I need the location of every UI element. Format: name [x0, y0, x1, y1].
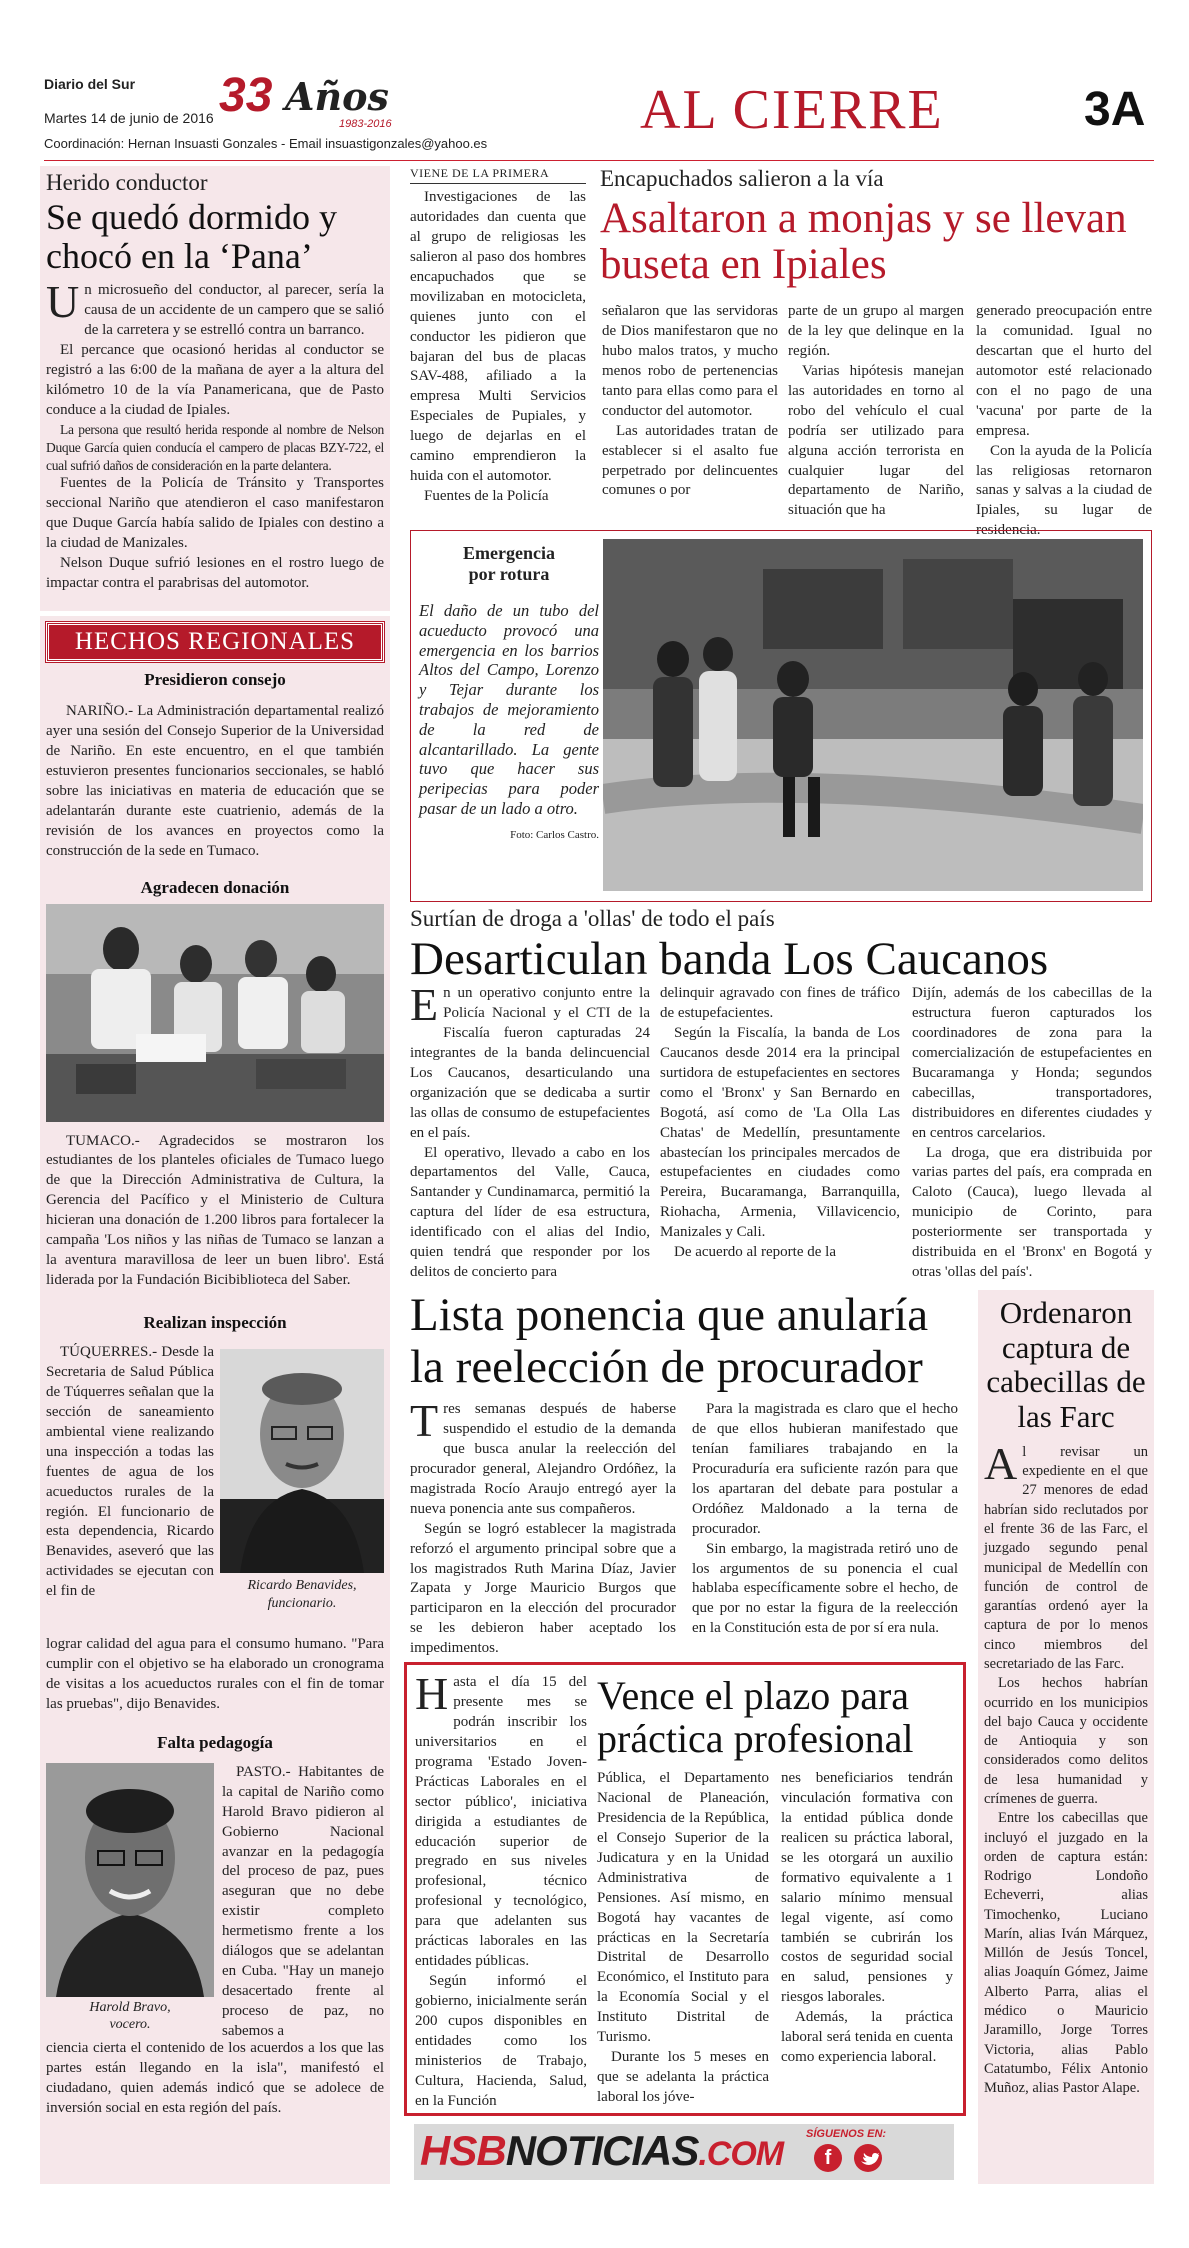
twitter-icon[interactable]: [854, 2144, 882, 2172]
twitter-bird: [854, 2144, 882, 2172]
harold-caption-name: Harold Bravo,: [89, 1999, 171, 2015]
caucanos-col-1: [410, 979, 650, 1283]
coordination-line: Coordinación: Hernan Insuasti Gonzales - Email insuastigonzales@yahoo.es: [44, 136, 488, 151]
herido-dropcap: U: [46, 276, 80, 328]
issue-date: Martes 14 de junio de 2016: [44, 110, 214, 126]
street-photo-graphic: [603, 539, 1143, 891]
caucanos-col-2: [660, 984, 900, 1263]
procurador-c1-text: res semanas después de haberse suspendido el estudio de la demanda que busca anular la reelección del procurador general, Alejandro Ordóñez, la magistrada Rocío Araujo entregó ayer la nueva ponencia ante sus compañeros.: [410, 1401, 676, 1517]
anniversary-years: 1983-2016: [339, 118, 392, 130]
farc-dropcap: A: [984, 1437, 1018, 1489]
herido-p1-text: n microsueño del conductor, al parecer, sería la causa de un accidente de un campero que se salió de la carretera y se estrelló contra un barranco.: [84, 282, 384, 338]
practica-dropcap: H: [415, 1668, 449, 1719]
inspeccion-text-cont: lograr calidad del agua para el consumo humano. "Para cumplir con el objetivo se ha elaborado un cronograma de visitas a los acueductos rurales con el fin de tomar las pruebas", dijo Benavides.: [46, 1636, 384, 1712]
hsb-brand-2: NOTICIAS: [505, 2127, 699, 2174]
farc-c1-text: l revisar un expediente en el que 27 menores de edad habrían sido reclutados por el frente 36 de las Farc, el juzgado segundo penal municipal de Medellín con función de control de garantías ordenó ayer la captura de por lo menos cinco miembros del secretariado de las Farc.: [984, 1443, 1148, 1672]
anniversary-logo: [219, 69, 459, 130]
portrait-graphic-2: [46, 1763, 214, 1997]
practica-c1b: Según informó el gobierno, inicialmente serán 200 cupos disponibles en entidades como los ministerios de Trabajo, Cultura, Hacienda, Salud, en la Función: [415, 1973, 587, 2109]
hsb-brand-1: HSB: [420, 2127, 506, 2174]
monjas-c2: parte de un grupo al margen de la ley que delinque en la región.: [788, 303, 964, 359]
caucanos-c2: delinquir agravado con fines de tráfico de estupefacientes.: [660, 985, 900, 1021]
practica-headline: Vence el plazo para práctica profesional: [597, 1673, 914, 1761]
herido-headline: Se quedó dormido y chocó en la ‘Pana’: [46, 197, 337, 276]
practica-box: [404, 1662, 966, 2116]
donacion-title: Agradecen donación: [140, 877, 290, 897]
practica-col-1: [415, 1668, 587, 2112]
procurador-c2: Para la magistrada es claro que el hecho de que ellos hubieran manifestado que tenían familiares trabajando en la Procuraduría era suficiente razón para que los apartaran del debate para postular a Ordóñez Maldonado a la terna de procurador.: [692, 1401, 958, 1537]
viene-de-la-primera: VIENE DE LA PRIMERA: [410, 166, 586, 184]
emergencia-text-block: [419, 543, 599, 841]
practica-col-3: [781, 1769, 953, 2068]
inspeccion-text: TÚQUERRES.- Desde la Secretaria de Salud Pública de Túquerres señalan que la sección de saneamiento ambiental viene realizando una inspección a todas las fuentes de agua de los acueductos rurales de la región. El funcionario de esta dependencia, Ricardo Benavides, aseveró que las actividades se ejecutan con el fin de: [46, 1344, 214, 1600]
hsb-noticias-banner[interactable]: [414, 2124, 954, 2180]
emergencia-title-2: por rotura: [468, 564, 550, 584]
pedagogia-text-cont: ciencia cierta el contenido de los acuerdos a los que las partes están llegando en la isla", manifestó el ciudadano, quien además indicó que se adolece de inversión social en esta región del país.: [46, 2039, 384, 2116]
monjas-c2b: Varias hipótesis manejan las autoridades en torno al robo del vehículo el cual podría ser utilizado para alguna acción terrorista en cualquier lugar del departamento de Nariño, situación que ha: [788, 362, 964, 519]
caucanos-c1-text: n un operativo conjunto entre la Policía Nacional y el CTI de la Fiscalía fueron capturadas 24 integrantes de la banda delincuencial Los Caucanos, desarticulando una organización que se dedicaba a surtir las ollas de consumo de estupefacientes en el país.: [410, 985, 650, 1141]
masthead: [44, 69, 1154, 162]
students-photo-graphic: [46, 904, 384, 1122]
procurador-col-2: [692, 1400, 958, 1639]
emergencia-credit: Foto: Carlos Castro.: [510, 828, 599, 841]
ricardo-caption-role: funcionario.: [267, 1595, 337, 1611]
caucanos-kicker: Surtían de droga a 'ollas' de todo el país: [410, 906, 775, 931]
ricardo-caption-name: Ricardo Benavides,: [247, 1578, 357, 1593]
procurador-c1b: Según se logró establecer la magistrada reforzó el argumento principal sobre que a los magistrados Ruth Marina Díaz, Javier Zapata y Jorge Mauricio Burgos que participaron en la elección del procurador se les debieron haber aceptado los impedimentos.: [410, 1520, 676, 1657]
practica-col-2: [597, 1769, 769, 2108]
herido-p4: Fuentes de la Policía de Tránsito y Transportes seccional Nariño que atendieron el caso manifestaron que Duque García había salido de Ipiales con destino a la ciudad de Manizales.: [46, 475, 384, 552]
portrait-graphic: [220, 1349, 384, 1573]
harold-bravo-photo: [46, 1763, 214, 1997]
anniversary-number: 33: [219, 69, 273, 122]
caucanos-c1: [410, 979, 650, 1144]
caucanos-c3b: La droga, que era distribuida por varias partes del país, era comprada en Caloto (Cauca), luego llevada al municipio de Corinto, para posteriormente ser transportada y distribuida en el 'Bronx' en Bogotá y otras 'ollas del país'.: [912, 1144, 1152, 1281]
procurador-headline: Lista ponencia que anularía la reelección de procurador: [410, 1289, 929, 1393]
students-reading-photo: [46, 904, 384, 1122]
page-number: 3A: [1084, 83, 1146, 136]
donacion-text: TUMACO.- Agradecidos se mostraron los estudiantes de los planteles oficiales de Tumaco luego de que la Dirección Administrativa de Cultura, la Gerencia del Pacífico y el Ministerio de Cultura hicieran una donación de 1.200 libros para fortalecer la campaña 'Los niños y las niñas de Tumaco se lanzan a la aventura maravillosa de leer un buen libro'. Está liderada por la Fundación Bicibiblioteca del Saber.: [46, 1132, 384, 1289]
caucanos-c3: Dijín, además de los cabecillas de la estructura fueron capturados los coordinadores de zona para la comercialización de estupefacientes en Bucaramanga y Honda; segundos cabecillas, transportadores, distribuidores en diferentes ciudades y en centros carcelarios.: [912, 985, 1152, 1141]
practica-c2b: Durante los 5 meses en que se adelanta la práctica laboral los jóve-: [597, 2049, 769, 2105]
herido-p5: Nelson Duque sufrió lesiones en el rostro luego de impactar contra el parabrisas del automotor.: [46, 555, 384, 592]
pedagogia-text: PASTO.- Habitantes de la capital de Nariño como Harold Bravo pidieron al Gobierno Nacional avanzar en la pedagogía del proceso de paz, pues aseguran que no debe existir completo hermetismo frente a los diálogos que se adelantan en Cuba. "Hay un manejo desacertado frente al proceso de paz, no sabemos a: [222, 1763, 384, 2039]
practica-c3b: Además, la práctica laboral será tenida en cuenta como experiencia laboral.: [781, 2009, 953, 2066]
consejo-text: NARIÑO.- La Administración departamental realizó ayer una sesión del Consejo Superior de la Universidad de Nariño. En este encuentro, en el que también estuvieron presentes funcionarios seccionales, se habló sobre las iniciativas en materia de educación que se adelantarán durante este cuatrienio, además de la revisión de los avances en proyectos como la construcción de la sede en Tumaco.: [46, 703, 384, 859]
anniversary-word: Años: [285, 74, 389, 119]
monjas-c3: generado preocupación entre la comunidad. Igual no descartan que el hurto del automotor esté relacionado con el no pago de una 'vacuna' por parte de la empresa.: [976, 303, 1152, 439]
flooded-street-photo: [603, 539, 1143, 891]
paper-name: Diario del Sur: [44, 76, 136, 92]
practica-c1-text: asta el día 15 del presente mes se podrán inscribir los universitarios en el programa 'Estado Joven-Prácticas Laborales en el sector público', iniciativa dirigida a estudiantes de educación superior de pregrado en sus niveles profesional, técnico profesional y tecnológico, para que adelanten sus prácticas laborales en las entidades públicas.: [415, 1674, 587, 1970]
monjas-c3b: Con la ayuda de la Policía las religiosas retornaron sanas y salvas a la ciudad de Ipiales, su lugar de residencia.: [976, 442, 1152, 539]
monjas-lead-text: Investigaciones de las autoridades dan cuenta que al grupo de religiosas les salieron al paso dos hombres encapuchados que se movilizaban en motocicleta, quienes junto con el conductor les pidieron que bajaran del bus de placas SAV-488, afiliado a la empresa Multi Servicios Especiales de Pupiales, y luego de dejarlas en el camino emprendieron la huida con el automotor.: [410, 189, 586, 485]
caucanos-headline: Desarticulan banda Los Caucanos: [410, 933, 1049, 985]
monjas-lead-text-2: Fuentes de la Policía: [424, 488, 549, 505]
herido-box: [40, 166, 390, 611]
harold-caption-role: vocero.: [109, 2017, 151, 2033]
farc-c3: Entre los cabecillas que incluyó el juzgado en la orden de captura están: Rodrigo Londoño Echeverri, alias Timochenko, Luciano Marín, alias Iván Márquez, Millón de Jesús Toncel, alias Joaquín Gómez, Jaime Alberto Parra, alias el médico o Mauricio Jaramillo, Jorge Torres Victoria, alias Pablo Catatumbo, Félix Antonio Muñoz, alias Pastor Alape.: [984, 1810, 1148, 2097]
herido-kicker: Herido conductor: [46, 170, 208, 195]
section-title: AL CIERRE: [640, 79, 944, 141]
monjas-c1: señalaron que las servidoras de Dios manifestaron que no hubo malos tratos, y mucho menos robo de pertenencias tanto para ellas como para el conductor del automotor.: [602, 303, 778, 419]
consejo-title: Presidieron consejo: [144, 670, 286, 689]
practica-c3: nes beneficiarios tendrán vinculación formativa con la entidad pública donde realicen su práctica laboral, se les otorgará un auxilio formativo equivalente a 1 salario mínimo mensual legal vigente, así como también se cubrirán los costos de seguridad social en salud, pensiones y riesgos laborales.: [781, 1770, 953, 2006]
emergencia-box: [410, 530, 1152, 902]
monjas-col-2: [788, 302, 964, 521]
hsb-brand: [420, 2126, 783, 2179]
harold-caption: [46, 1999, 214, 2034]
inspeccion-title: Realizan inspección: [143, 1313, 287, 1332]
header-divider: [44, 160, 1154, 161]
farc-headline: Ordenaron captura de cabecillas de las Farc: [986, 1295, 1146, 1435]
facebook-icon[interactable]: f: [814, 2144, 842, 2172]
monjas-c1b: Las autoridades tratan de establecer si el asalto fue perpetrado por delincuentes comunes o por: [602, 422, 778, 499]
caucanos-header: [410, 906, 1152, 986]
monjas-kicker: Encapuchados salieron a la vía: [600, 166, 884, 191]
pedagogia-title: Falta pedagogía: [157, 1732, 273, 1752]
monjas-col-3: [976, 302, 1152, 541]
farc-c2: Los hechos habrían ocurrido en los municipios del bajo Cauca y occidente de Antioquia y son considerados como delitos de lesa humanidad y crímenes de guerra.: [984, 1675, 1148, 1807]
caucanos-c1b: El operativo, llevado a cabo en los departamentos del Valle, Cauca, Santander y Cundinamarca, permitió la captura del líder de esa estructura, identificado con el alias del Indio, quien tendrá que responder por los delitos de concierto para: [410, 1144, 650, 1281]
monjas-headline: Asaltaron a monjas y se llevan buseta en Ipiales: [600, 195, 1127, 289]
farc-c1: [984, 1437, 1148, 1674]
ricardo-benavides-photo: [220, 1349, 384, 1573]
hechos-banner: HECHOS REGIONALES: [46, 622, 384, 662]
practica-c1: [415, 1668, 587, 1972]
procurador-c2b: Sin embargo, la magistrada retiró uno de los argumentos de su ponencia el cual hablaba específicamente sobre el hecho, de que por no estar la figura de la reelección en la Constitución esta de por sí era nula.: [692, 1540, 958, 1637]
caucanos-c2c: De acuerdo al reporte de la: [674, 1244, 836, 1261]
procurador-col-1: [410, 1395, 676, 1659]
herido-p3: La persona que resultó herida responde al nombre de Nelson Duque García quien conducía el campero de placas BZY-722, el cual sufrió daños de consideración en la parte delantera.: [46, 421, 384, 473]
herido-p1: [46, 276, 384, 341]
procurador-dropcap: T: [410, 1395, 439, 1446]
caucanos-dropcap: E: [410, 979, 439, 1030]
monjas-lead-column: [410, 166, 586, 507]
emergencia-text: El daño de un tubo del acueducto provocó una emergencia en los barrios Altos del Campo, Lorenzo y Tejar durante los trabajos de mejoramiento de la red de alcantarillado. La gente tuvo que hacer sus peripecias para poder pasar de un lado a otro.: [419, 601, 599, 818]
hsb-brand-3: .COM: [698, 2135, 784, 2173]
hechos-box: [40, 616, 390, 2184]
procurador-c1: [410, 1395, 676, 1520]
monjas-col-1: [602, 302, 778, 501]
practica-c2: Pública, el Departamento Nacional de Planeación, Presidencia de la República, el Consejo Superior de la Judicatura y en la Unidad Administrativa de Pensiones. Así mismo, en Bogotá hay vacantes de prácticas en la Secretaría Distrital de Desarrollo Económico, el Instituto para la Economía Social y el Instituto Distrital de Turismo.: [597, 1770, 769, 2046]
farc-box: [978, 1290, 1154, 2184]
caucanos-c2b: Según la Fiscalía, la banda de Los Caucanos desde 2014 era la principal surtidora de estupefacientes en sectores como el 'Bronx' y San Bernardo en Bogotá, así como de 'La Olla Las Chatas' de Medellín, presuntamente abastecían los principales mercados de estupefacientes en ciudades como Pereira, Bucaramanga, Barranquilla, Riohacha, Armenia, Villavicencio, Manizales y Cali.: [660, 1024, 900, 1241]
emergencia-title-1: Emergencia: [463, 543, 555, 563]
ricardo-caption: [220, 1577, 384, 1612]
herido-p2: El percance que ocasionó heridas al conductor se registró a las 6:00 de la mañana de ayer a la altura del kilómetro 10 de la vía Panamericana, que de Pasto conduce a la ciudad de Ipiales.: [46, 341, 384, 418]
follow-label: SÍGUENOS EN:: [806, 2128, 887, 2140]
caucanos-col-3: [912, 984, 1152, 1283]
monjas-header: [600, 166, 1155, 289]
